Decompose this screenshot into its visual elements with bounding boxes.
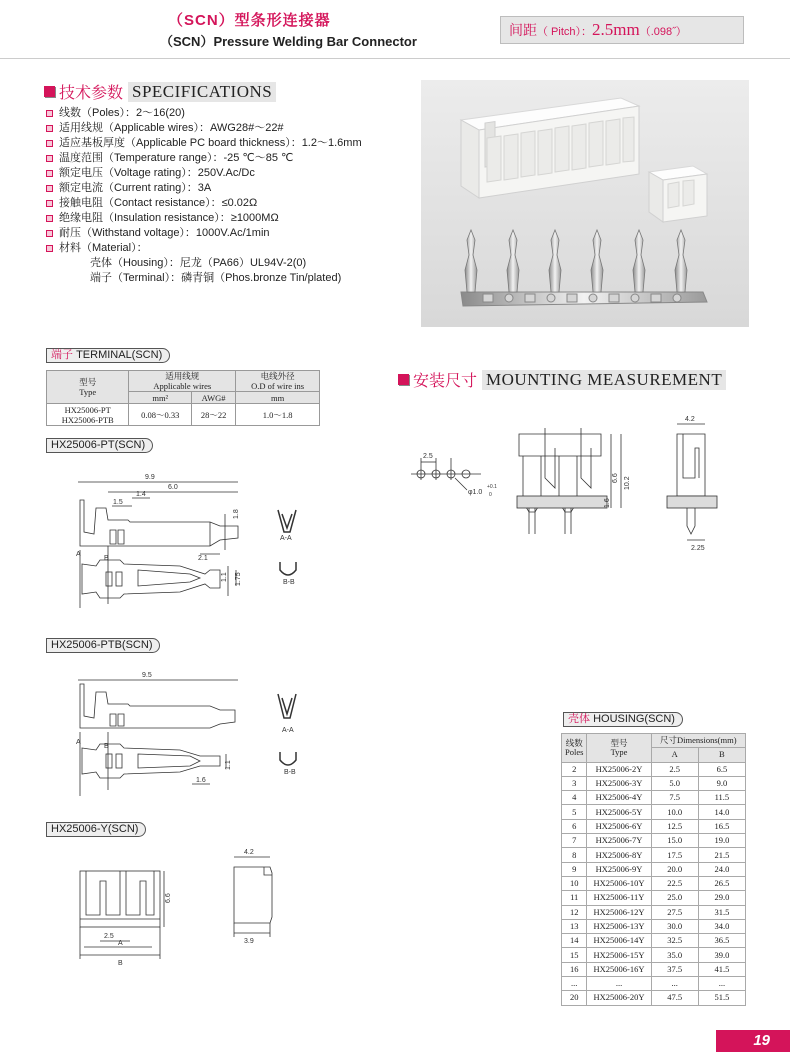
table-row: HX25006-PT HX25006-PTB 0.08～0.33 28～22 1.0～1.8: [47, 404, 320, 426]
specs-title: [44, 80, 276, 103]
housing-tag-en: HOUSING(SCN): [593, 713, 675, 725]
ptb-tag: HX25006-PTB(SCN): [46, 638, 160, 653]
dim-label: 0: [489, 492, 492, 498]
dim-label: B-B: [283, 579, 295, 586]
bullet-icon: [46, 170, 53, 177]
pitch-box: [500, 16, 744, 44]
dim-label: 3.9: [244, 938, 254, 945]
specs-title-cn: 技术参数: [59, 85, 124, 102]
dim-label: 6.6: [165, 893, 172, 903]
bullet-icon: [46, 215, 53, 222]
dim-label: 1.5: [113, 499, 123, 506]
bullet-icon: [46, 200, 53, 207]
spec-list: [46, 106, 416, 286]
header-title-cn: （SCN）型条形连接器: [168, 12, 331, 29]
pitch-cn: 间距: [509, 22, 537, 38]
dim-label: 1.1: [221, 572, 228, 582]
specs-title-en: SPECIFICATIONS: [128, 82, 276, 102]
terminal-tag-en: TERMINAL(SCN): [76, 349, 163, 361]
dim-label: 2.5: [423, 453, 433, 460]
dim-label: 9.5: [142, 672, 152, 679]
pitch-inch: （.098˝）: [639, 26, 687, 38]
dim-label: 4.2: [685, 416, 695, 423]
dim-label: B: [104, 555, 109, 562]
dim-label: A-A: [282, 727, 294, 734]
bullet-icon: [46, 245, 53, 252]
dim-label: B-B: [284, 769, 296, 776]
terminal-col-mm: mm: [236, 392, 320, 404]
dim-label: 1.6: [196, 777, 206, 784]
y-tag: HX25006-Y(SCN): [46, 822, 146, 837]
y-housing-drawing: [60, 845, 300, 975]
dim-label: 4.2: [244, 849, 254, 856]
terminal-col-awg: AWG#: [192, 392, 236, 404]
housing-col-type: 型号 Type: [587, 734, 651, 763]
housing-table: [561, 733, 746, 1006]
spec-item: 绝缘电阻（Insulation resistance）：≥1000MΩ: [46, 211, 416, 226]
bullet-icon: [46, 110, 53, 117]
dim-label: 2.1: [198, 555, 208, 562]
dim-label: 1.1: [225, 760, 232, 770]
housing-col-b: B: [698, 748, 745, 762]
dim-label: 1.6: [604, 498, 611, 508]
dim-label: φ1.0: [468, 489, 483, 496]
pt-terminal-drawing: [60, 470, 320, 620]
table-row: 3 HX25006-3Y 5.0 9.0: [562, 776, 746, 790]
pitch-value: 2.5mm: [592, 20, 640, 39]
terminal-table: [46, 370, 320, 426]
dim-label: B: [104, 743, 109, 750]
spec-sub-item: 端子（Terminal）：磷青铜（Phos.bronze Tin/plated): [90, 272, 342, 284]
mounting-title: [398, 368, 726, 391]
table-row: 13 HX25006-13Y 30.0 34.0: [562, 919, 746, 933]
header-title-en: （SCN）Pressure Welding Bar Connector: [160, 34, 417, 49]
bullet-square-icon: [44, 86, 55, 97]
table-row: 10 HX25006-10Y 22.5 26.5: [562, 876, 746, 890]
housing-tag-cn: 壳体: [568, 713, 590, 725]
bullet-square-icon: [398, 374, 409, 385]
dim-label: A: [118, 940, 123, 947]
bullet-icon: [46, 230, 53, 237]
spec-item: 额定电流（Current rating）：3A: [46, 181, 416, 196]
housing-col-dims: 尺寸Dimensions(mm): [651, 734, 745, 748]
dim-label: 1.4: [136, 491, 146, 498]
dim-label: A: [76, 739, 81, 746]
bullet-icon: [46, 155, 53, 162]
table-row: 8 HX25006-8Y 17.5 21.5: [562, 848, 746, 862]
header-divider: [0, 58, 790, 59]
spec-item: 接触电阻（Contact resistance）：≤0.02Ω: [46, 196, 416, 211]
mounting-title-cn: 安装尺寸: [413, 373, 478, 390]
table-row: 7 HX25006-7Y 15.0 19.0: [562, 834, 746, 848]
table-row: 6 HX25006-6Y 12.5 16.5: [562, 819, 746, 833]
table-row: 12 HX25006-12Y 27.5 31.5: [562, 905, 746, 919]
dim-label: A: [76, 551, 81, 558]
page-number: 19: [716, 1030, 790, 1052]
table-row: ... ... ... ...: [562, 977, 746, 991]
spec-item: 额定电压（Voltage rating）：250V.Ac/Dc: [46, 166, 416, 181]
spec-item: 适应基板厚度（Applicable PC board thickness）：1.2～1.6mm: [46, 136, 416, 151]
dim-label: 1.75: [235, 572, 242, 586]
housing-tag: [563, 712, 683, 727]
product-photo: [421, 80, 749, 327]
spec-item: 耐压（Withstand voltage）：1000V.Ac/1min: [46, 226, 416, 241]
table-row: 14 HX25006-14Y 32.5 36.5: [562, 934, 746, 948]
bullet-icon: [46, 140, 53, 147]
bullet-icon: [46, 185, 53, 192]
spec-sub-item: 壳体（Housing）：尼龙（PA66）UL94V-2(0): [90, 257, 307, 269]
mounting-title-en: MOUNTING MEASUREMENT: [482, 370, 726, 390]
dim-label: 9.9: [145, 474, 155, 481]
dim-label: 6.0: [168, 484, 178, 491]
dim-label: +0.1: [487, 484, 497, 490]
dim-label: 10.2: [624, 476, 631, 490]
dim-label: 6.6: [612, 473, 619, 483]
terminal-tag-cn: 端子: [51, 349, 73, 361]
table-row: 15 HX25006-15Y 35.0 39.0: [562, 948, 746, 962]
table-row: 16 HX25006-16Y 37.5 41.5: [562, 962, 746, 976]
dim-label: B: [118, 960, 123, 967]
table-row: 11 HX25006-11Y 25.0 29.0: [562, 891, 746, 905]
product-photo-image: [421, 80, 749, 327]
spec-item: 温度范围（Temperature range）：-25 ℃～85 ℃: [46, 151, 416, 166]
spec-item: 适用线规（Applicable wires）：AWG28#～22#: [46, 121, 416, 136]
spec-item: 线数（Poles）：2～16(20): [46, 106, 416, 121]
dim-label: A-A: [280, 535, 292, 542]
table-row: 4 HX25006-4Y 7.5 11.5: [562, 791, 746, 805]
terminal-tag: [46, 348, 170, 363]
terminal-col-mm2: mm²: [129, 392, 192, 404]
mounting-drawing: [405, 408, 745, 558]
terminal-col-wires: 适用线规 Applicable wires: [129, 371, 236, 392]
pt-tag: HX25006-PT(SCN): [46, 438, 153, 453]
table-row: 20 HX25006-20Y 47.5 51.5: [562, 991, 746, 1005]
terminal-col-od: 电线外径 O.D of wire ins: [236, 371, 320, 392]
table-row: 5 HX25006-5Y 10.0 14.0: [562, 805, 746, 819]
ptb-terminal-drawing: [60, 668, 320, 808]
dim-label: 2.25: [691, 545, 705, 552]
table-row: 2 HX25006-2Y 2.5 6.5: [562, 762, 746, 776]
spec-item: 材料（Material）：: [46, 241, 416, 256]
terminal-col-type: 型号 Type: [47, 371, 129, 404]
pitch-label: （ Pitch）：: [537, 26, 593, 38]
dim-label: 2.5: [104, 933, 114, 940]
housing-col-poles: 线数 Poles: [562, 734, 587, 763]
dim-label: 1.8: [233, 509, 240, 519]
table-row: 9 HX25006-9Y 20.0 24.0: [562, 862, 746, 876]
bullet-icon: [46, 125, 53, 132]
housing-col-a: A: [651, 748, 698, 762]
